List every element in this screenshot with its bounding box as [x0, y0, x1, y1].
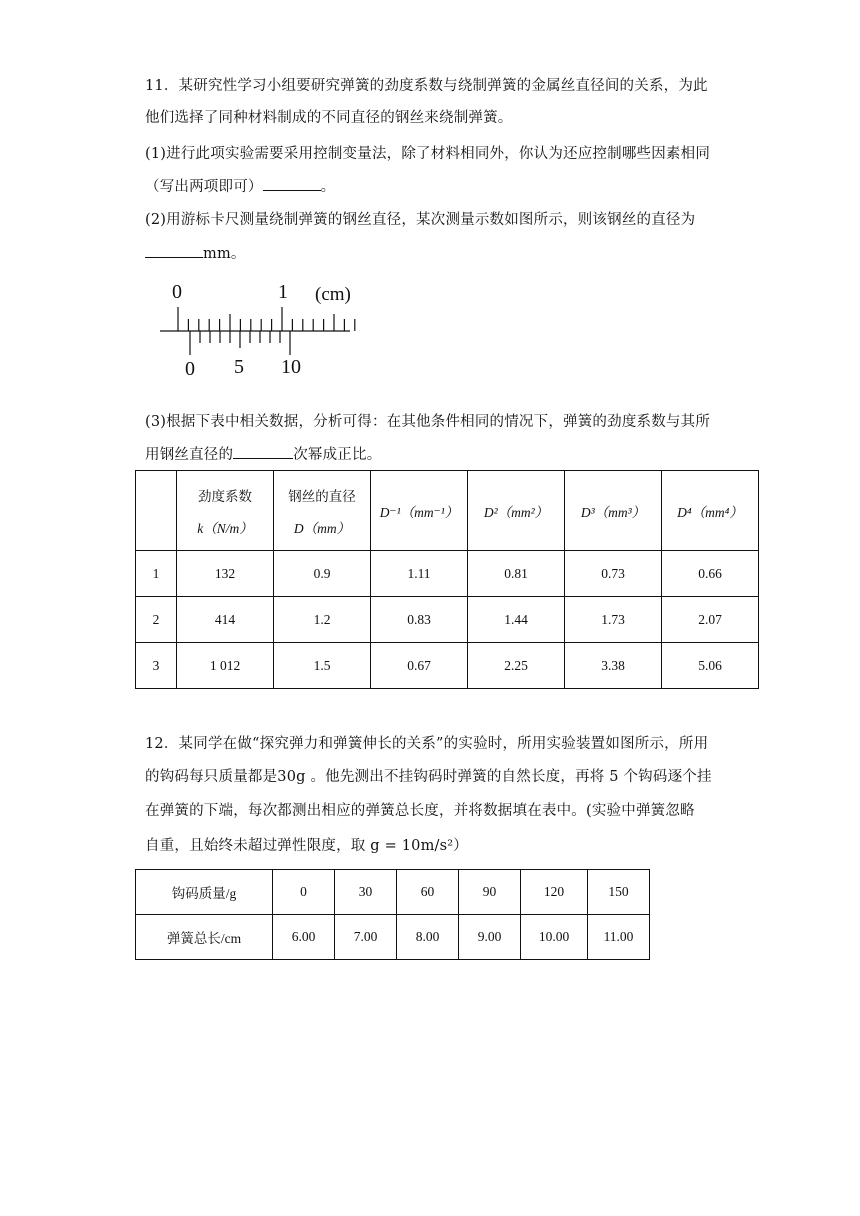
q11-intro-line2: 他们选择了同种材料制成的不同直径的钢丝来绕制弹簧。: [145, 110, 513, 126]
q11-part3-suffix: 次幂成正比。: [293, 447, 382, 463]
q11-part2-line2: [145, 242, 246, 263]
header-d-cell: [274, 471, 371, 551]
header-d4-cell: D⁴（mm⁴）: [662, 471, 759, 551]
answer-blank-3[interactable]: [233, 444, 293, 459]
cell-length: 7.00: [335, 915, 397, 960]
cell-d4: 2.07: [662, 597, 759, 643]
q11-part3-line1: (3)根据下表中相关数据，分析可得：在其他条件相同的情况下，弹簧的劲度系数与其所: [145, 414, 711, 430]
vernier-label-10: 10: [281, 356, 301, 378]
cell-d: 1.5: [274, 643, 371, 689]
q11-part1-suffix: 。: [320, 179, 336, 195]
header-k-cell: [177, 471, 274, 551]
table-row: [136, 597, 759, 643]
q11-part2-line1: (2)用游标卡尺测量绕制弹簧的钢丝直径，某次测量示数如图所示，则该钢丝的直径为: [145, 212, 696, 228]
q12-line4: 自重，且始终未超过弹性限度，取 g = 10m/s²）: [145, 838, 468, 854]
cell-d4: 0.66: [662, 551, 759, 597]
cell-mass: 150: [588, 870, 650, 915]
table-row: [136, 870, 650, 915]
vernier-label-0: 0: [185, 358, 195, 380]
cell-d: 1.2: [274, 597, 371, 643]
cell-d2: 2.25: [468, 643, 565, 689]
cell-mass: 90: [459, 870, 521, 915]
table-row: [136, 915, 650, 960]
cell-k: 1 012: [177, 643, 274, 689]
cell-k: 414: [177, 597, 274, 643]
header-k-line1: 劲度系数: [198, 488, 252, 504]
cell-d4: 5.06: [662, 643, 759, 689]
cell-dinv: 0.83: [371, 597, 468, 643]
cell-length: 10.00: [521, 915, 588, 960]
vernier-label-5: 5: [234, 356, 244, 378]
q12-line1: 12．某同学在做“探究弹力和弹簧伸长的关系”的实验时，所用实验装置如图所示，所用: [145, 736, 709, 752]
mass-length-table: [135, 869, 650, 960]
cell-d3: 3.38: [565, 643, 662, 689]
cell-length: 11.00: [588, 915, 650, 960]
q11-part1-line1: (1)进行此项实验需要采用控制变量法，除了材料相同外，你认为还应控制哪些因素相同: [145, 146, 711, 162]
header-index-cell: [136, 471, 177, 551]
q11-part3-line2: [145, 443, 381, 464]
row-label-mass: 钩码质量/g: [136, 870, 273, 915]
cell-mass: 60: [397, 870, 459, 915]
vernier-scale-ticks: [190, 331, 290, 355]
header-d3-cell: D³（mm³）: [565, 471, 662, 551]
table-header-row: [136, 471, 759, 551]
cell-length: 6.00: [273, 915, 335, 960]
header-d-line2: D（mm）: [293, 520, 351, 536]
spring-data-table: [135, 470, 759, 689]
cell-index: 3: [136, 643, 177, 689]
main-scale-ticks: [178, 307, 355, 331]
table-row: [136, 551, 759, 597]
cell-length: 9.00: [459, 915, 521, 960]
q11-intro-line1: 11．某研究性学习小组要研究弹簧的劲度系数与绕制弹簧的金属丝直径间的关系，为此: [145, 78, 708, 94]
cell-mass: 30: [335, 870, 397, 915]
cell-k: 132: [177, 551, 274, 597]
cell-dinv: 1.11: [371, 551, 468, 597]
cell-mass: 0: [273, 870, 335, 915]
q11-part1-prefix: （写出两项即可）: [145, 179, 263, 195]
q11-part1-line2: [145, 175, 335, 196]
cell-d: 0.9: [274, 551, 371, 597]
answer-blank-1[interactable]: [263, 176, 321, 191]
cell-dinv: 0.67: [371, 643, 468, 689]
main-scale-label-0: 0: [172, 281, 182, 303]
main-scale-label-1: 1: [278, 281, 288, 303]
q12-line2: 的钩码每只质量都是30g 。他先测出不挂钩码时弹簧的自然长度，再将 5 个钩码逐个挂: [145, 769, 712, 785]
cell-index: 1: [136, 551, 177, 597]
answer-blank-2[interactable]: [145, 243, 203, 258]
header-d-line1: 钢丝的直径: [288, 488, 356, 504]
cell-index: 2: [136, 597, 177, 643]
cell-d2: 1.44: [468, 597, 565, 643]
cell-d3: 0.73: [565, 551, 662, 597]
cell-length: 8.00: [397, 915, 459, 960]
header-d2-cell: D²（mm²）: [468, 471, 565, 551]
cell-d3: 1.73: [565, 597, 662, 643]
cell-mass: 120: [521, 870, 588, 915]
table-row: [136, 643, 759, 689]
row-label-length: 弹簧总长/cm: [136, 915, 273, 960]
unit-label: (cm): [315, 284, 351, 305]
q11-part2-suffix: mm。: [203, 246, 246, 262]
header-dinv-cell: D⁻¹（mm⁻¹）: [371, 471, 468, 551]
vernier-caliper-figure: [150, 276, 370, 386]
q11-part3-prefix: 用钢丝直径的: [145, 447, 234, 463]
q12-line3: 在弹簧的下端，每次都测出相应的弹簧总长度，并将数据填在表中。(实验中弹簧忽略: [145, 803, 695, 819]
cell-d2: 0.81: [468, 551, 565, 597]
header-k-line2: k（N/m）: [197, 520, 253, 536]
